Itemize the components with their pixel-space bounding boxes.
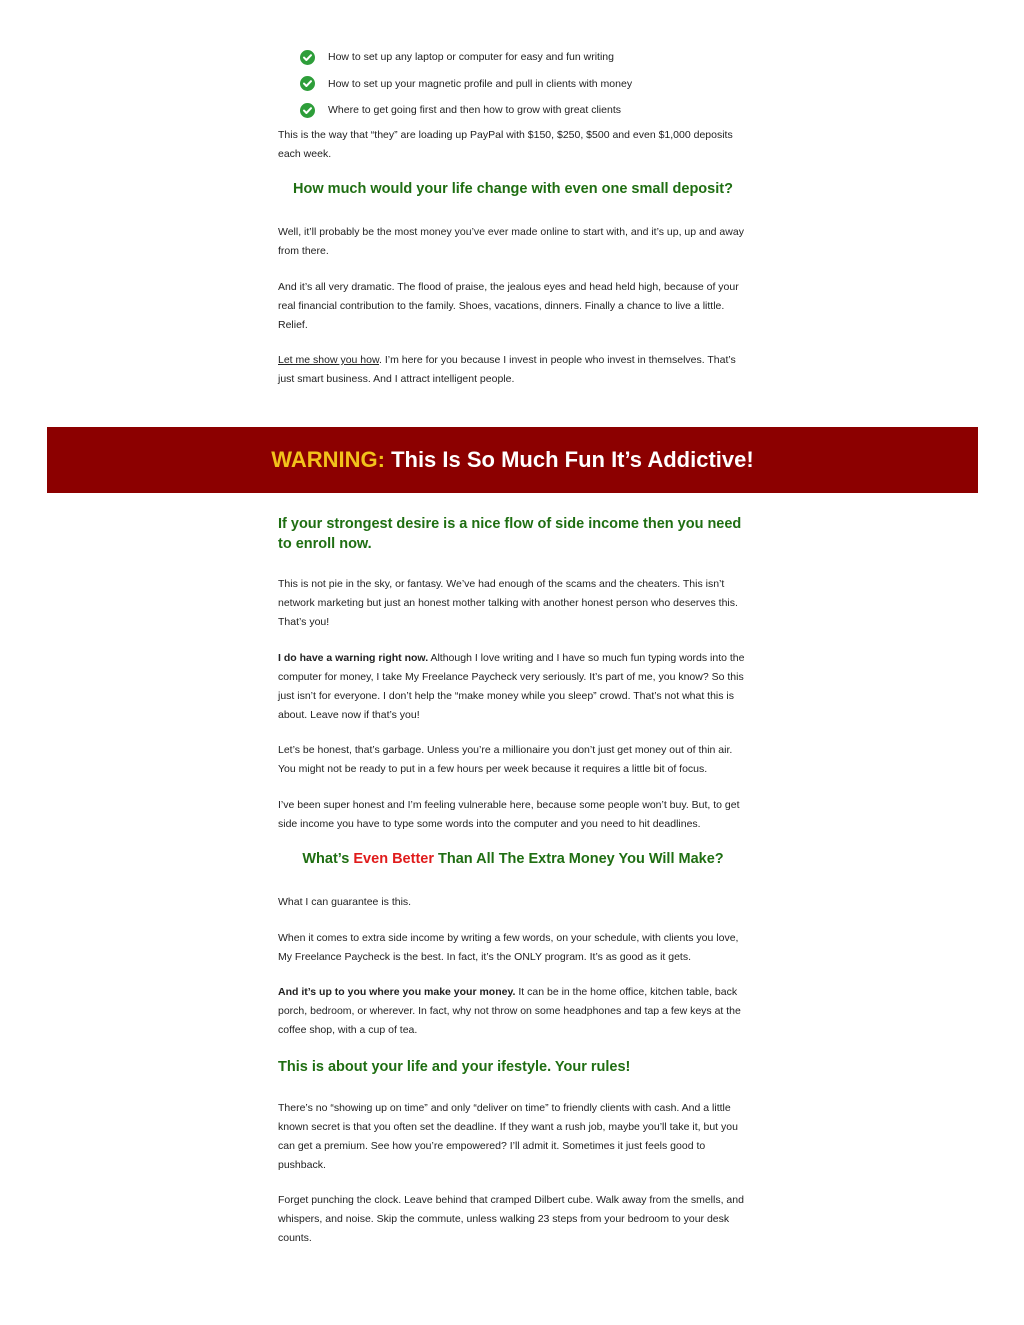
heading-deposit: How much would your life change with even one small deposit? — [293, 181, 733, 197]
banner-text: This Is So Much Fun It’s Addictive! — [384, 447, 754, 472]
paragraph-best: When it comes to extra side income by writing a few words, on your schedule, with clients you love, My Freelance Paycheck is the best. In fact, it’s the ONLY program. It’s as good as it gets. — [278, 932, 739, 963]
paragraph-dramatic: And it’s all very dramatic. The flood of praise, the jealous eyes and head held high, because of your real financial contribution to the family. Shoes, vacations, dinners. Finally a chance to live a little. Relief. — [278, 281, 739, 331]
show-me-link[interactable]: Let me show you how — [278, 354, 379, 366]
check-circle-icon — [300, 50, 315, 65]
intro-paragraph: This is the way that “they” are loading up PayPal with $150, $250, $500 and even $1,000 deposits each week. — [278, 129, 733, 160]
paragraph-where — [278, 983, 748, 1040]
banner-title — [271, 447, 753, 473]
paragraph-pie: This is not pie in the sky, or fantasy. We’ve had enough of the scams and the cheaters. This isn’t network marketing but just an honest mother talking with another honest person who deserves this. That’s you! — [278, 578, 738, 628]
warning-banner — [47, 427, 978, 493]
list-item — [300, 44, 760, 71]
warning-rest: Although I love writing and I have so much fun typing words into the computer for money, I take My Freelance Paycheck very seriously. It’s part of me, you know? So this just isn’t for everyone. I don’t help the “make money while you sleep” crowd. That’s not what this is about. Leave now if that’s you! — [278, 652, 745, 721]
heading-better-part2: Than All The Extra Money You Will Make? — [433, 851, 724, 867]
check-circle-icon — [300, 103, 315, 118]
paragraph-well: Well, it’ll probably be the most money you’ve ever made online to start with, and it’s up, up and away from there. — [278, 226, 744, 257]
checklist-text: Where to get going first and then how to grow with great clients — [328, 104, 621, 117]
check-circle-icon — [300, 76, 315, 91]
paragraph-forget: Forget punching the clock. Leave behind that cramped Dilbert cube. Walk away from the smells, and whispers, and noise. Skip the commute, unless walking 23 steps from your bedroom to your desk counts. — [278, 1194, 744, 1244]
checklist-text: How to set up any laptop or computer for easy and fun writing — [328, 51, 614, 64]
heading-better-part1: What’s — [302, 851, 354, 867]
heading-rules: This is about your life and your ifestyle. Your rules! — [278, 1059, 631, 1075]
benefits-checklist — [300, 44, 760, 124]
banner-warning-label: WARNING: — [271, 447, 385, 472]
heading-even-better — [278, 851, 748, 867]
paragraph-vulnerable: I’ve been super honest and I’m feeling vulnerable here, because some people won’t buy. But, to get side income you have to type some words into the computer and you need to hit deadlines. — [278, 799, 740, 830]
warning-bold: I do have a warning right now. — [278, 652, 429, 664]
paragraph-guarantee: What I can guarantee is this. — [278, 896, 412, 908]
heading-better-highlight: Even Better — [353, 851, 434, 867]
paragraph-show-me — [278, 351, 748, 389]
where-bold: And it’s up to you where you make your money. — [278, 986, 516, 998]
where-rest: It can be in the home office, kitchen table, back porch, bedroom, or wherever. In fact, why not throw on some headphones and tap a few keys at the coffee shop, with a cup of tea. — [278, 986, 741, 1036]
show-me-rest: . I’m here for you because I invest in people who invest in themselves. That’s just smart business. And I attract intelligent people. — [278, 354, 736, 385]
paragraph-honest: Let’s be honest, that’s garbage. Unless you’re a millionaire you don’t just get money out of thin air. You might not be ready to put in a few hours per week because it requires a little bit of focus. — [278, 744, 733, 775]
heading-enroll: If your strongest desire is a nice flow of side income then you need to enroll now. — [278, 516, 742, 552]
list-item — [300, 71, 760, 98]
checklist-text: How to set up your magnetic profile and pull in clients with money — [328, 77, 633, 90]
paragraph-showing-up: There’s no “showing up on time” and only “deliver on time” to friendly clients with cash. And a little known secret is that you often set the deadline. If they want a rush job, maybe you’ll take it, but you can get a premium. See how you’re empowered? I’ll admit it. Sometimes it just feels good to pushback. — [278, 1102, 738, 1171]
paragraph-warning — [278, 649, 748, 725]
list-item — [300, 97, 760, 124]
